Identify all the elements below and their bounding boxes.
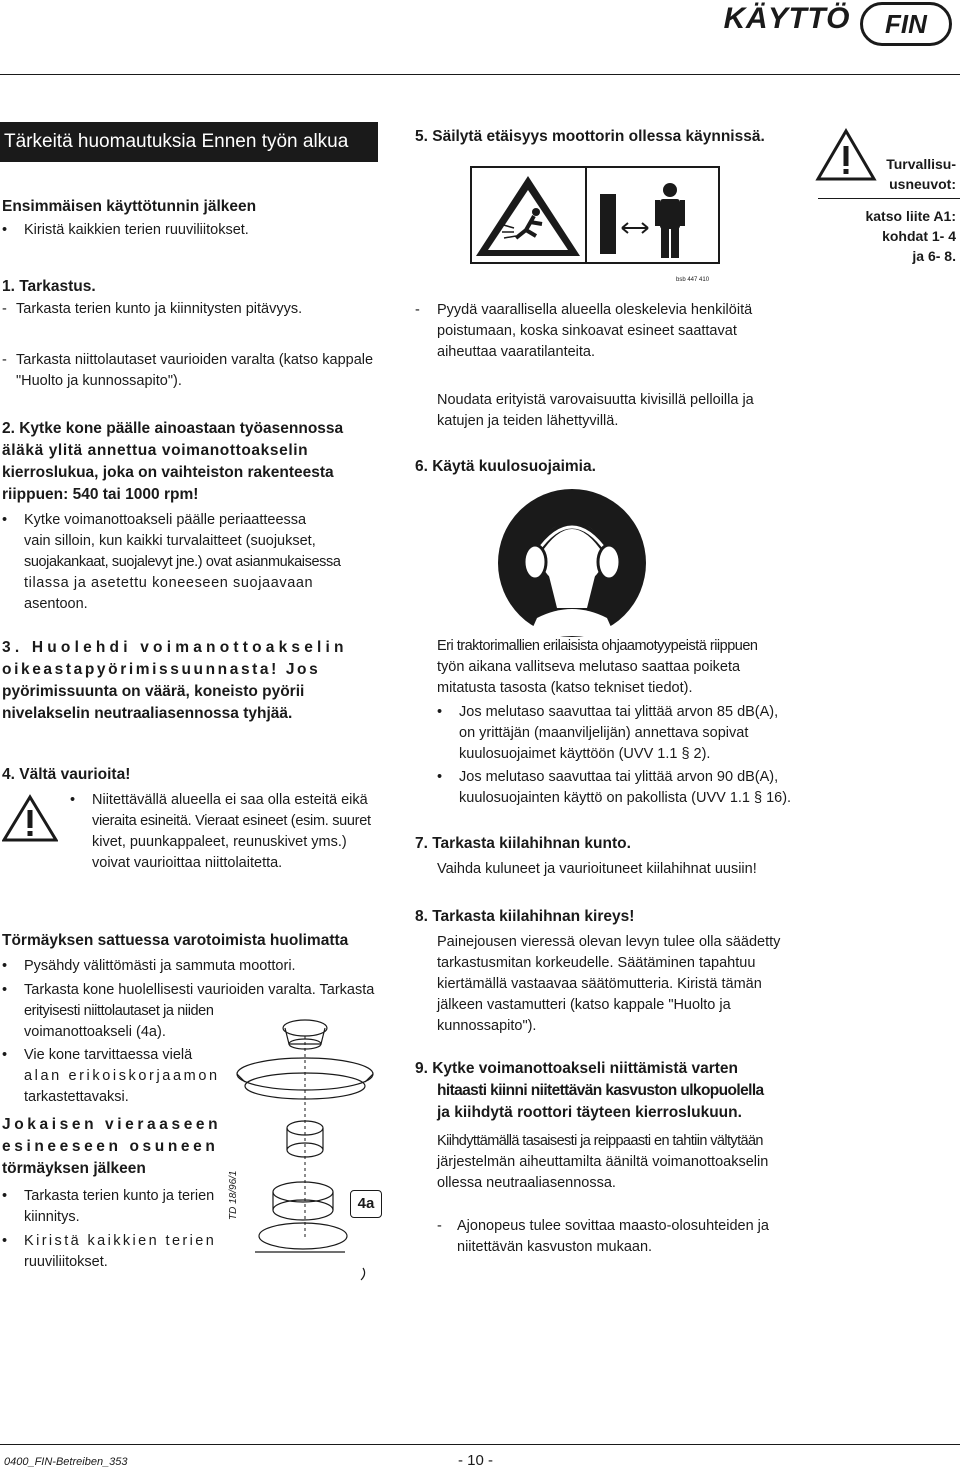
list-item: • Kiristä kaikkien terien ruuviliitokset. <box>2 1233 217 1270</box>
list-item: • Kiristä kaikkien terien ruuviliitokset. <box>2 220 394 241</box>
list-item: • Jos melutaso saavuttaa tai ylittää arvon 85 dB(A), on yrittäjän (maanviljelijän) annettava sopivat kuulosuojaimet käyttöön (UVV 1.1 § 2). <box>437 704 779 762</box>
mower-disc-illustration <box>215 1000 395 1290</box>
safety-reference: katso liite A1: kohdat 1- 4 ja 6- 8. <box>865 208 956 264</box>
section-8-heading: 8. Tarkasta kiilahihnan kireys! <box>415 908 635 925</box>
list-item: • Vie kone tarvittaessa vielä alan erikoiskorjaamon tarkastettavaksi. <box>2 1047 220 1105</box>
language-badge: FIN <box>860 2 952 46</box>
section-9-text: Kiihdyttämällä tasaisesti ja reippaasti en tahtiin vältytään järjestelmän aiheuttamilta ääniltä voimanottoakselin ollessa neutraaliasennossa. <box>437 1133 769 1191</box>
each-object-heading: Jokaisen vieraaseen esineeseen osuneen törmäyksen jälkeen <box>2 1116 222 1177</box>
section-6-text: Eri traktorimallien erilaisista ohjaamotyypeistä riippuen työn aikana vallitseva melutaso saattaa poiketa mitatusta tasosta (katso tekniset tiedot). <box>437 638 758 696</box>
section-9-heading: 9. Kytke voimanottoakseli niittämistä varten hitaasti kiinni niitettävän kasvuston ulkopuolella ja kiihdytä roottori täyteen kierroslukuun. <box>415 1060 764 1121</box>
first-use-heading: Ensimmäisen käyttötunnin jälkeen <box>2 198 257 215</box>
safety-divider <box>818 198 960 199</box>
footer-rule <box>0 1444 960 1445</box>
section-5-note: Noudata erityistä varovaisuutta kivisillä pelloilla ja katujen ja teiden lähettyvillä. <box>437 392 754 429</box>
keep-distance-sign <box>470 166 720 270</box>
section-4-heading: 4. Vältä vaurioita! <box>2 766 131 783</box>
warning-triangle-icon <box>815 128 877 182</box>
list-item: • Jos melutaso saavuttaa tai ylittää arvon 90 dB(A), kuulosuojainten käyttö on pakollista (UVV 1.1 § 16). <box>437 769 792 806</box>
figure-code: TD 18/96/1 <box>228 1170 239 1220</box>
section-2-heading: 2. Kytke kone päälle ainoastaan työasennossa äläkä ylitä annettua voimanottoakselin kierroslukua, joka on vaihteiston rakenteesta riippuen: 540 tai 1000 rpm! <box>2 420 344 503</box>
page-section-title: KÄYTTÖ <box>723 2 850 35</box>
section-1-heading: 1. Tarkastus. <box>2 278 96 295</box>
list-item: • Kytke voimanottoakseli päälle periaatteessa vain silloin, kun kaikki turvalaitteet (suojukset, suojakankaat, suojalevyt jne.) ovat asianmukaisessa tilassa ja asetettu koneeseen suojaavaan asentoon. <box>2 512 341 612</box>
list-item: - Pyydä vaarallisella alueella oleskelevia henkilöitä poistumaan, koska sinkoavat esineet saattavat aiheuttaa vaaratilanteita. <box>415 302 753 360</box>
section-7-text: Vaihda kuluneet ja vaurioituneet kiilahihnat uusiin! <box>437 861 757 877</box>
sign-code: bsb 447 410 <box>676 277 710 283</box>
bullet-icon: • <box>2 222 8 238</box>
safety-title: Turvallisu- usneuvot: <box>886 156 956 192</box>
bullet-icon: • <box>70 792 76 808</box>
header-rule <box>0 74 960 75</box>
list-item: - Tarkasta terien kunto ja kiinnitysten pitävyys. <box>2 301 303 317</box>
list-item: • Tarkasta terien kunto ja terien kiinnitys. <box>2 1188 215 1225</box>
section-6-heading: 6. Käytä kuulosuojaimia. <box>415 458 596 475</box>
ear-protection-icon <box>497 488 647 638</box>
document-code: 0400_FIN-Betreiben_353 <box>4 1456 128 1468</box>
page-number: - 10 - <box>458 1452 494 1469</box>
list-item: - Ajonopeus tulee sovittaa maasto-olosuhteiden ja niitettävän kasvuston mukaan. <box>437 1218 769 1255</box>
warning-triangle-icon <box>2 794 58 842</box>
list-item: • Niitettävällä alueella ei saa olla esteitä eikä vieraita esineitä. Vieraat esineet (esim. suuret kivet, puunkappaleet, reunuskivet yms.) voivat vaurioittaa niittolaitetta. <box>70 792 371 871</box>
figure-label-4a: 4a <box>350 1190 382 1218</box>
section-3-heading: 3. Huolehdi voimanottoakselin oikeastapyörimissuunnasta! Jos pyörimissuunta on väärä, koneisto pyörii nivelakselin neutraaliasennossa tyhjää. <box>2 639 348 722</box>
list-item: • Pysähdy välittömästi ja sammuta moottori. <box>2 958 296 974</box>
section-8-text: Painejousen vieressä olevan levyn tulee olla säädetty tarkastusmitan korkeudelle. Säätäminen tapahtuu kiertämällä vastaavaa säätömutteria. Kiristä tämän jälkeen vastamutteri (katso kappale "Huolto ja kunnossapito"). <box>437 934 781 1034</box>
section-7-heading: 7. Tarkasta kiilahihnan kunto. <box>415 835 631 852</box>
section-banner: Tärkeitä huomautuksia Ennen työn alkua <box>0 122 378 162</box>
list-item: • Tarkasta kone huolellisesti vaurioiden varalta. Tarkasta erityisesti niittolautaset ja niiden voimanottoakseli (4a). <box>2 982 375 1040</box>
section-5-heading: 5. Säilytä etäisyys moottorin ollessa käynnissä. <box>415 128 765 145</box>
bullet-icon: • <box>2 512 8 528</box>
list-item: - Tarkasta niittolautaset vaurioiden varalta (katso kappale "Huolto ja kunnossapito"). <box>2 352 374 389</box>
collision-heading: Törmäyksen sattuessa varotoimista huolimatta <box>2 932 349 949</box>
